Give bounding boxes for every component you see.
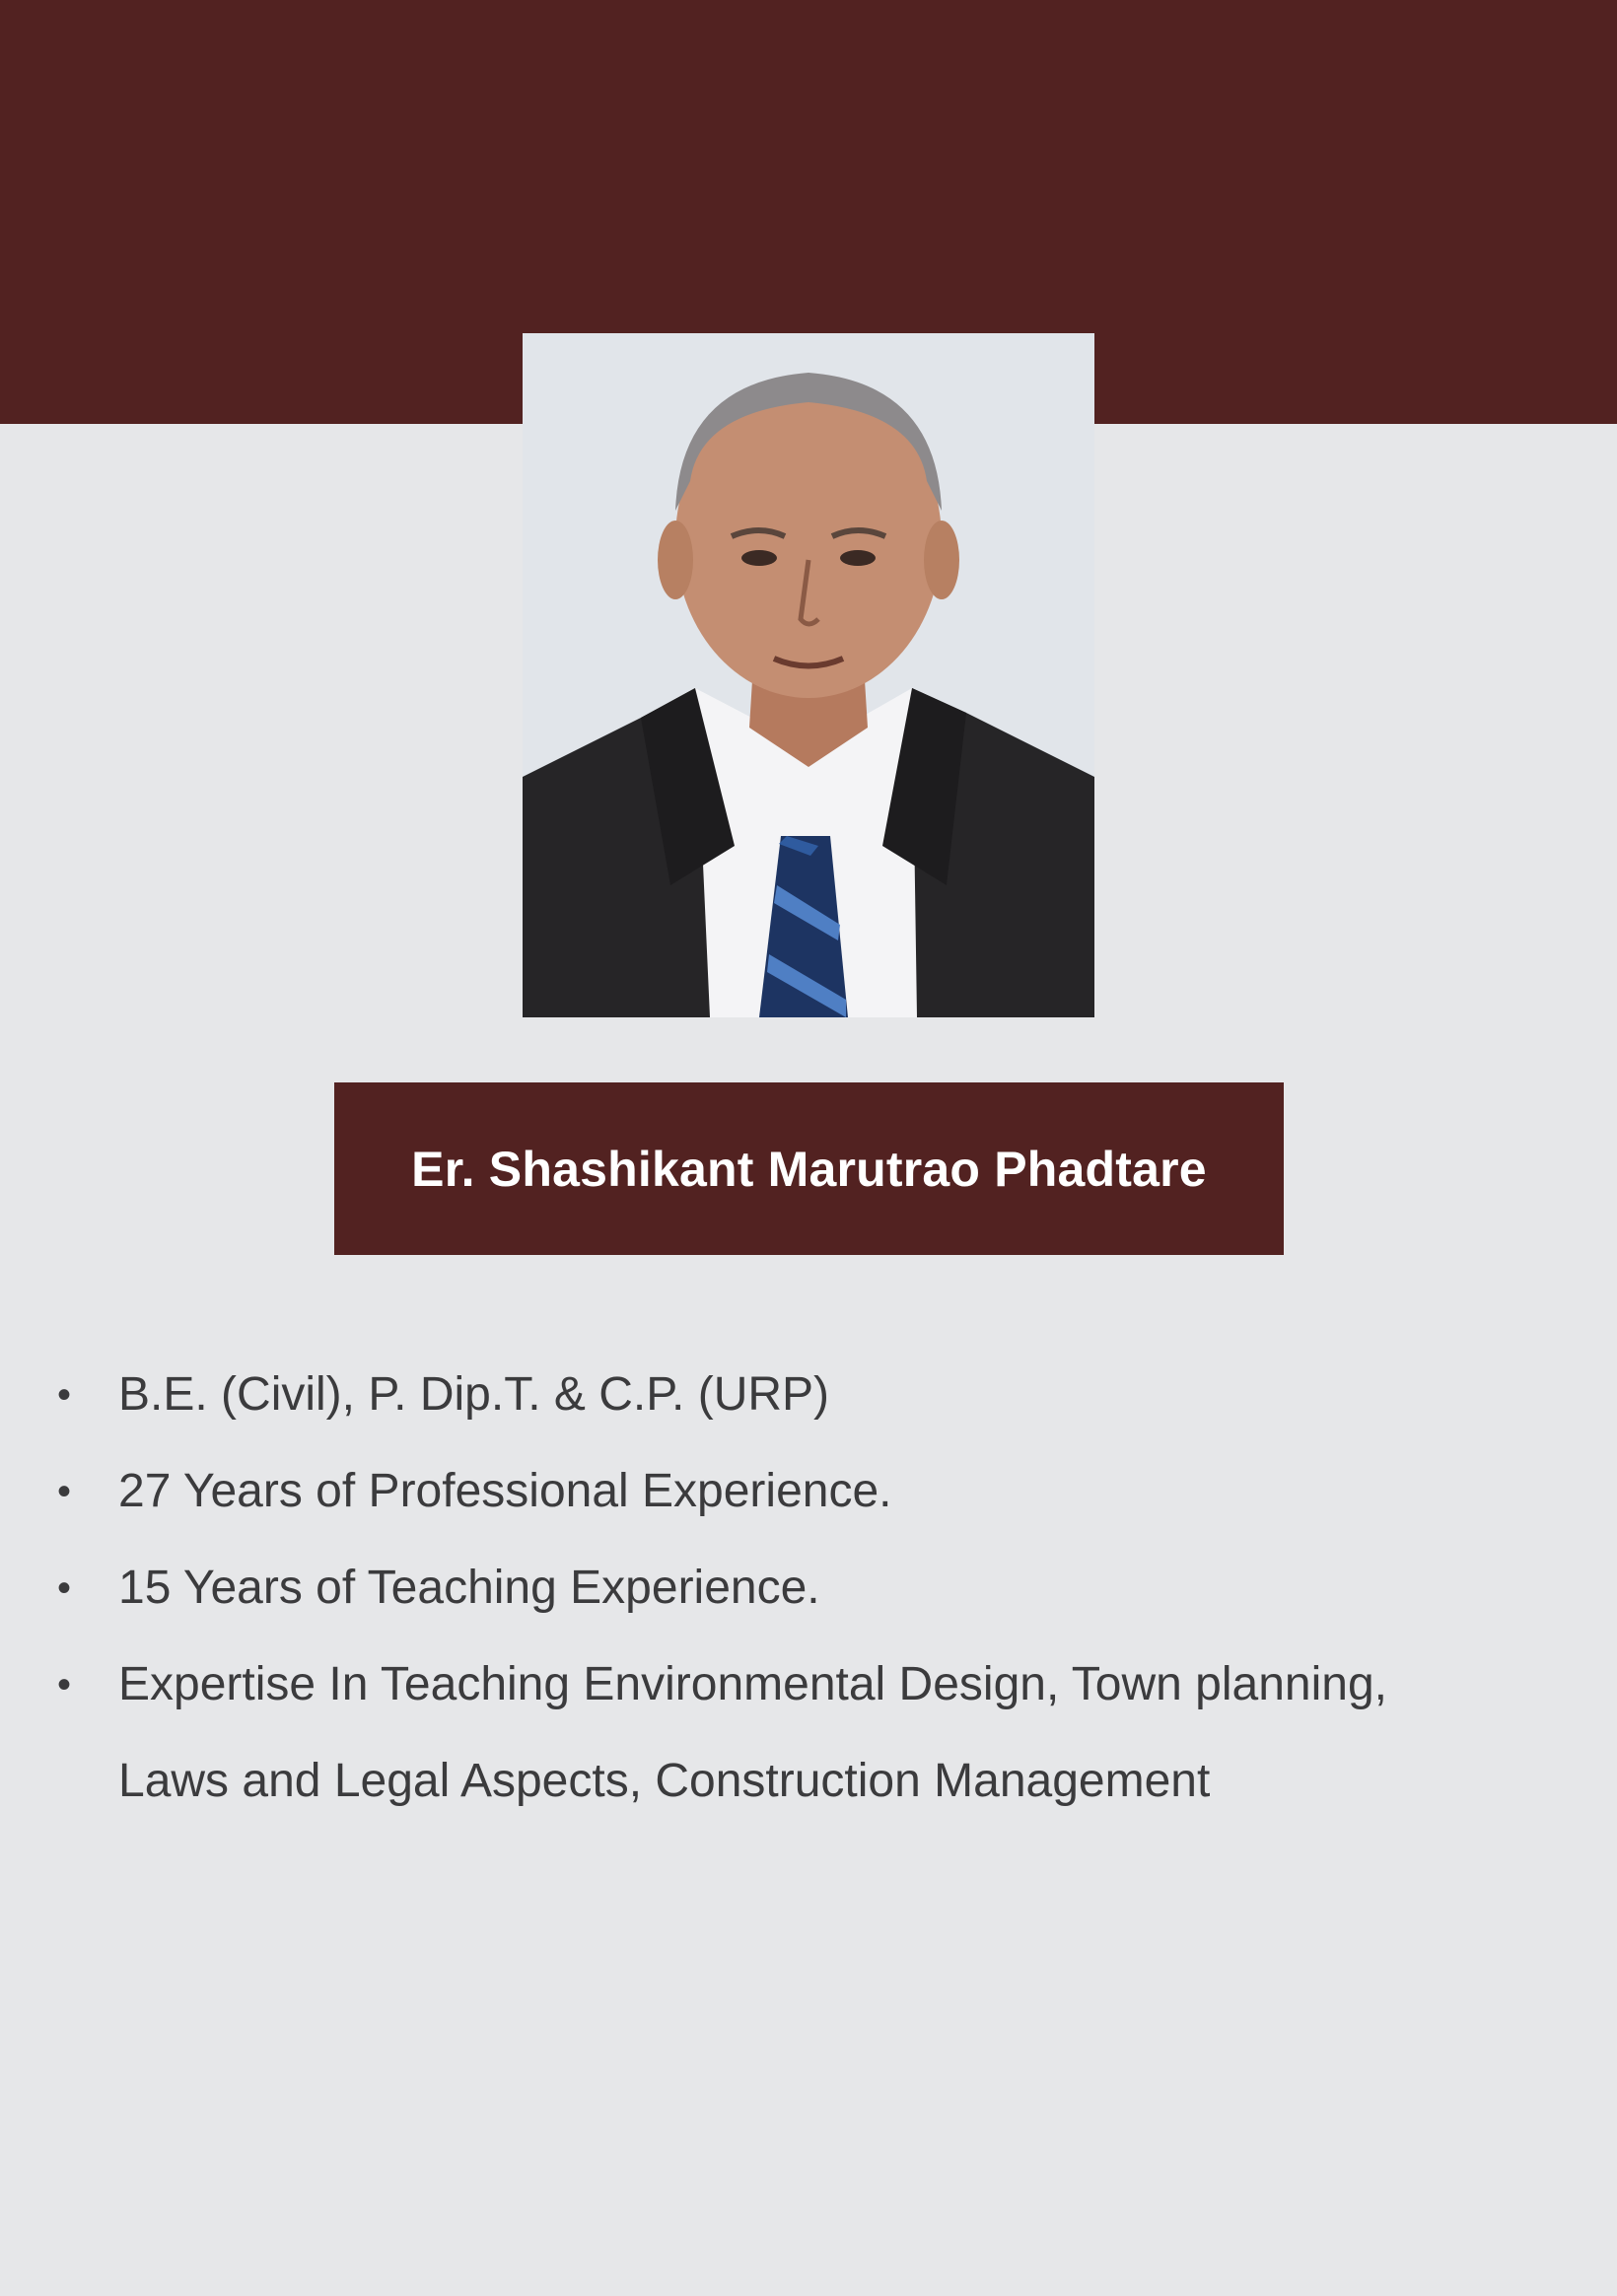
credential-professional-experience: 27 Years of Professional Experience. [118,1465,892,1517]
list-item [51,1540,1432,1636]
credential-teaching-experience: 15 Years of Teaching Experience. [118,1562,820,1614]
list-item [51,1636,1432,1830]
bullet-icon: • [57,1470,72,1513]
portrait-illustration [523,333,1094,1017]
bullet-icon: • [57,1566,72,1610]
credential-degree: B.E. (Civil), P. Dip.T. & C.P. (URP) [118,1368,830,1421]
bullet-icon: • [57,1663,72,1706]
list-item [51,1443,1432,1540]
list-item [51,1347,1432,1443]
credentials-list [51,1347,1432,1830]
name-banner [334,1082,1284,1255]
portrait-photo [523,333,1094,1017]
person-name: Er. Shashikant Marutrao Phadtare [411,1141,1207,1197]
credential-expertise: Expertise In Teaching Environmental Design, Town planning, Laws and Legal Aspects, Construction Management [118,1658,1387,1807]
bullet-icon: • [57,1373,72,1417]
